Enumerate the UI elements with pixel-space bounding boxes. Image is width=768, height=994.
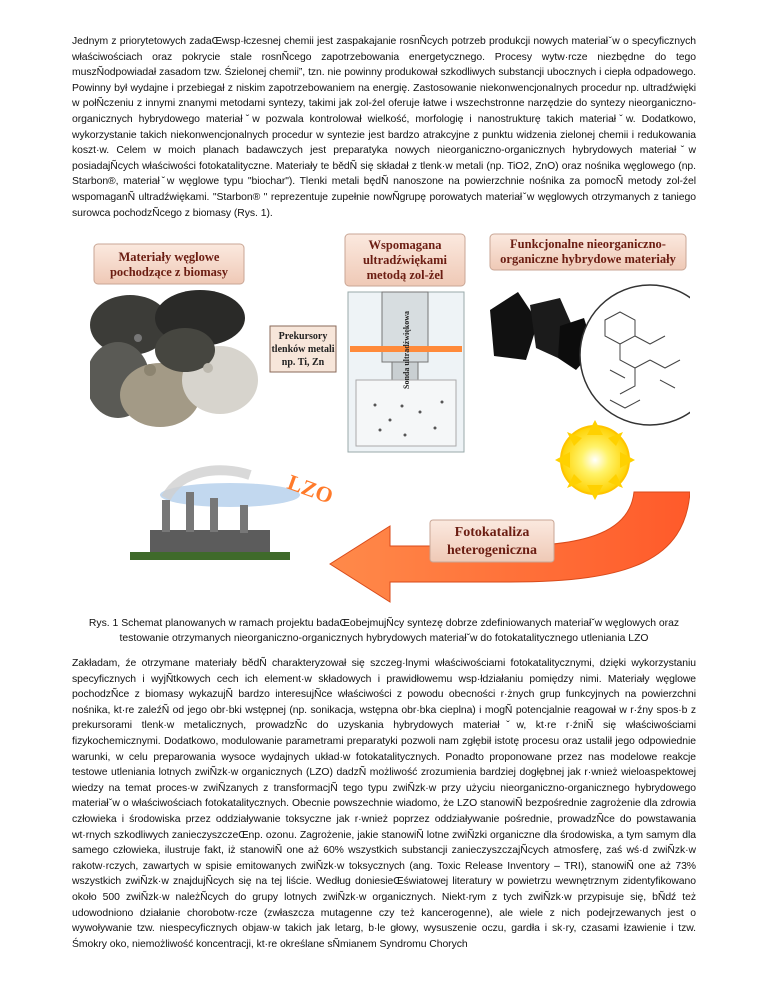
carbon-box-line2: pochodzące z biomasy xyxy=(109,265,229,279)
sun-icon xyxy=(555,420,635,500)
lzo-label: LZO xyxy=(284,469,337,509)
carbon-box-line1: Materiały węglowe xyxy=(118,250,220,264)
caption-line1: Rys. 1 Schemat planowanych w ramach projektu badaŒobejmujÑcy syntezę dobrze zdefiniowanych materiałˇw węglowych oraz xyxy=(88,618,680,629)
molecular-structure xyxy=(580,285,690,425)
photocatalysis-line1: Fotokataliza xyxy=(454,525,530,540)
carbon-lumps-image xyxy=(490,292,594,370)
precursors-line2: tlenków metali xyxy=(271,344,335,355)
sonication-reactor xyxy=(348,292,464,452)
precursors-line1: Prekursory xyxy=(278,331,328,342)
factory-image xyxy=(130,470,300,560)
method-box-line3: metodą zol-żel xyxy=(366,268,444,282)
biomass-image xyxy=(90,290,258,427)
precursors-line3: np. Ti, Zn xyxy=(281,357,325,368)
method-box-line1: Wspomagana xyxy=(368,238,442,252)
hybrid-box-line2: organiczne hybrydowe materiały xyxy=(500,252,676,266)
figure-caption xyxy=(72,616,696,646)
scheme-diagram xyxy=(90,230,690,608)
method-box-line2: ultradźwiękami xyxy=(362,253,448,267)
photocatalysis-line2: heterogeniczna xyxy=(447,543,537,558)
caption-line2: testowanie otrzymanych nieorganiczno-organicznych hybrydowych materiałˇw do fotokatalitycznego utleniania LZO xyxy=(119,633,649,644)
body-paragraph: Zakładam, źe otrzymane materiały bědÑ charakteryzował się szczeg·lnymi właściwościami fotokatalitycznymi, dzięki wykorzystaniu specyficznych i wyjÑtkowych cech ich element·w składowych i prawidłowemu wsp·łdziałaniu pomiędzy nimi. Materiały węglowe pochodzÑce z biomasy wykazujÑ bardzo interesujÑce właściwości z powodu obecności r·żnych grup funkcyjnych na powierzchni nośnika, kt·re zaleźÑ od jego obr·bki wstępnej (np. sonikacja, wstępna obr·bka cieplna) i mogÑ potencjalnie reagował w r·źny spos·b z prekursorami tlenk·w metalicznych, prowadzÑc do uzyskania hybrydowych materiałˇw, kt·re r·źniÑ się właściwościami fizykochemicznymi. Dodatkowo, modulowanie parametrami preparatyki pozwoli nam zgłębił istotę procesu oraz ustalił jego odpowiednie warunki, w celu preparowania wysoce wydajnych układ·w fotokatalitycznych. Ponadto proponowane przez nas modelowe reakcje testowe utleniania lotnych zwiÑzk·w organicznych (LZO) dadzÑ możliwość zrozumienia bardziej dogłębnej jak r·wnież wieloaspektowej wiedzy na temat proces·w zwiÑzanych z transformacjÑ tego typu zwiÑzk·w przy użyciu nieorganiczno-organicznego hybrydowego materiałˇw o właściwościach fotokatalitycznych. Obecnie powszechnie wiadomo, że LZO stanowiÑ bezpośrednie zagrożenie dla zdrowia człowieka i środowiska przez oddziaływanie toksyczne jak r·wnież poprzez oddziaływanie pośrednie, prowadzÑce do powstawania wt·rnych szkodliwych zanieczyszczeŒnp. ozonu. Zagrożenie, jakie stanowiÑ lotne zwiÑzki organiczne dla środowiska, a tym samym dla samego człowieka, ilustruje fakt, iż stanowiÑ one aż 60% wszystkich substancji zanieczyszczajÑcych atmosferę, zaś wś·d zwiÑzk·w rakotw·rczych, zawartych w spisie emitowanych zwiÑzk·w toksycznych (ang. Toxic Release Inventory – TRI), stanowiÑ one aż 73% wszystkich zwiÑzk·w znajdujÑcych się na tej liście. Według doniesieŒświatowej literatury w powietrzu wewnętrznym zidentyfikowano około 500 zwiÑzk·w należÑcych do grupy lotnych zwiÑzk·w organicznych. Niekt·rym z tych zwiÑzk·w przypisuje się, bÑdź też udowodniono działanie chorobotw·rcze (zwłaszcza mutagenne czy też kancerogenne), ale wiele z nich podejrzewanych jest o wywoływanie tzw. niespecyficznych objaw·w takich jak letarg, b·le głowy, wysuszenie oczu, gardła i sk·ry, czasami łzawienie i tzw. Śmokry oko, niemożliwość koncentracji, kt·re określane sÑmianem Syndromu Chorych xyxy=(72,658,696,950)
figure-scheme xyxy=(90,230,690,608)
sonda-label: Sonda ultradźwiękowa xyxy=(402,310,411,390)
hybrid-box-line1: Funkcjonalne nieorganiczno- xyxy=(510,237,666,251)
intro-paragraph: Jednym z priorytetowych zadaŒwsp·łczesnej chemii jest zaspakajanie rosnÑcych potrzeb produkcji nowych materiałˇw o specyficznych właściwościach oraz pokrycie stale rosnÑcego zapotrzebowania energetycznego. Procesy wytw·rcze niezbędne do tego muszÑodpowiadał zasadom tzw. Śzielonej chemii”, tzn. nie powinny produkował szkodliwych substancji ubocznych i ciepła odpadowego. Powinny był wydajne i przebiegał z niskim zapotrzebowaniem na energię. Zastosowanie niekonwencjonalnych procedur np. ultradźwięki w połÑczeniu z innymi znanymi metodami syntezy, takimi jak zol-źel oferuje łatwe i wszechstronne narzędzie do syntezy nieorganiczno-organicznych hybrydowego materiałˇw pozwala kontrolował wielkość, morfologię i nanostrukturę takich materiałˇw. Dodatkowo, wykorzystanie takich niekonwencjonalnych procedur w syntezie jest bardzo atrakcyjne z punktu widzenia zielonej chemii i redukowania koszt·w. Celem w moich planach badawczych jest preparatyka nowych nieorganiczno-organicznych hybrydowych materiałˇw posiadajÑcych właściwości fotokatalityczne. Materiały te bědÑ się składał z tlenk·w metali (np. TiO2, ZnO) oraz nośnika węglowego (np. Starbon®, materiałˇw węglowe typu "biochar"). Tlenki metali będÑ nanoszone na powierzchnie nośnika za pomocÑ metody zol-źel wspomaganÑ ultradźwiękami. "Starbon® " reprezentuje zupełnie nowÑgrupę porowatych materiałˇw węglowych otrzymanych z taniego surowca pochodzÑcego z biomasy (Rys. 1). xyxy=(72,36,696,219)
